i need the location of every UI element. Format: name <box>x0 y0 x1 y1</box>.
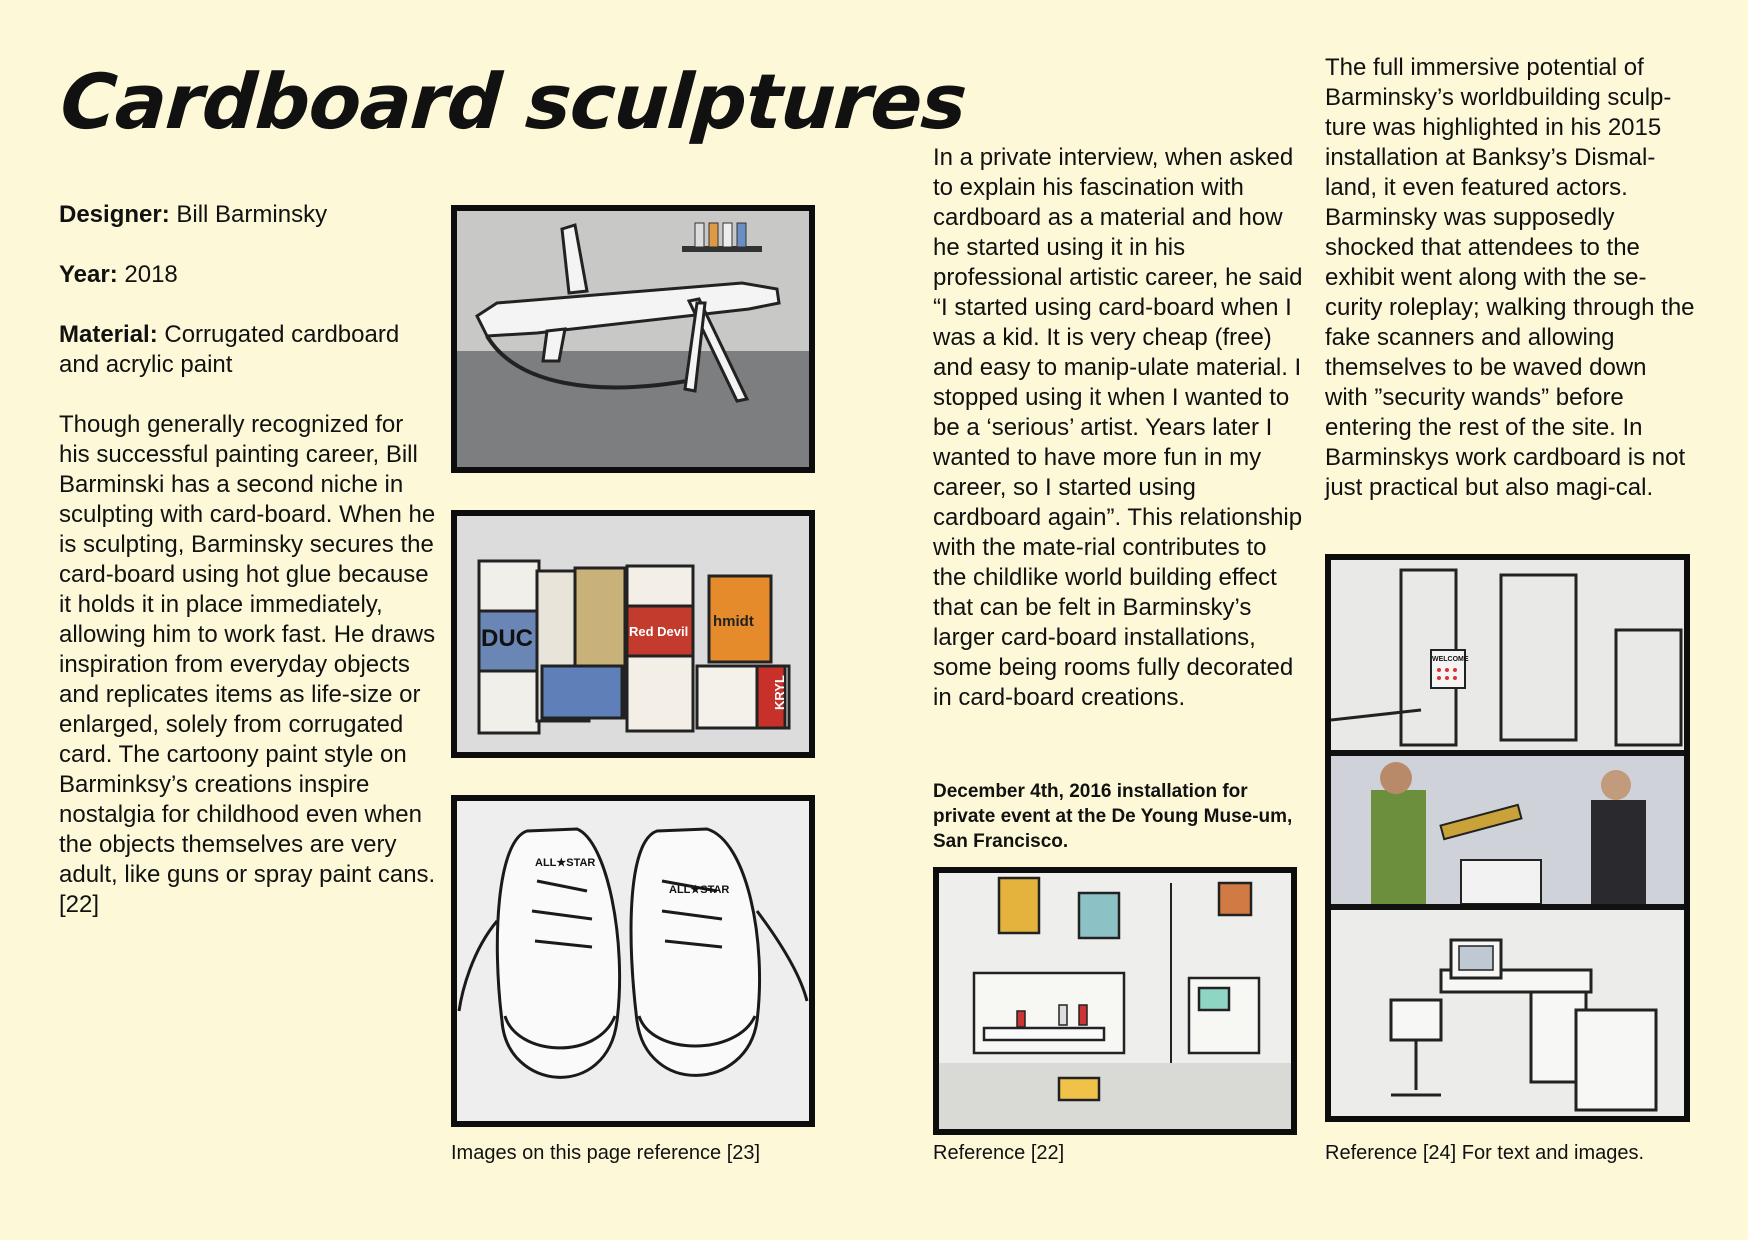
image-cardboard-sneakers <box>451 795 815 1127</box>
designer-field <box>59 200 439 230</box>
dismaland-reference: Reference [24] For text and images. <box>1325 1142 1645 1164</box>
sneaker-label-right: ALL★STAR <box>669 884 730 896</box>
image-cardboard-living-room <box>933 867 1297 1135</box>
material-field <box>59 320 439 380</box>
image-spray-cans <box>451 510 815 758</box>
body-text-middle: In a private interview, when asked to explain his fascination with cardboard as a material and how he started using it in his professional artistic career, he said “I started using card-board when I was a kid. It is very cheap (free) and easy to manip-ulate material. I stopped using it when I wanted to be a ‘serious’ artist. Years later I wanted to have more fun in my career, so I started using cardboard again”. This relationship with the mate-rial contributes to the childlike world building effect that can be felt in Barminsky’s larger card-board installations, some being rooms fully decorated in card-board creations. <box>933 144 1303 711</box>
interview-column <box>933 143 1303 743</box>
image-dismaland-installation <box>1325 554 1690 1122</box>
installation-caption: December 4th, 2016 installation for private event at the De Young Muse-um, San Francisco. <box>933 781 1293 852</box>
page-title: Cardboard sculptures <box>57 57 969 146</box>
designer-label: Designer: <box>59 201 170 228</box>
year-label: Year: <box>59 261 118 288</box>
image-cardboard-gun <box>451 205 815 473</box>
spray-can-label-kryl: KRYL <box>772 675 787 710</box>
welcome-sign: WELCOME <box>1432 656 1469 663</box>
designer-value: Bill Barminsky <box>176 201 328 228</box>
images-reference: Images on this page reference [23] <box>451 1142 761 1164</box>
spray-can-label-schmidt: hmidt <box>713 613 754 630</box>
installation-reference: Reference [22] <box>933 1142 1065 1164</box>
year-value: 2018 <box>124 261 178 288</box>
sneaker-label-left: ALL★STAR <box>535 857 596 869</box>
dismaland-column <box>1325 53 1695 533</box>
year-field <box>59 260 439 290</box>
spray-can-label-duc: DUC <box>481 625 533 652</box>
details-column <box>59 200 439 950</box>
spray-can-label-red-devil: Red Devil <box>629 624 689 639</box>
material-value: Corrugated cardboard and acrylic paint <box>59 321 400 378</box>
body-text-right: The full immersive potential of Barminsky’s worldbuilding sculp-ture was highlighted in his 2015 installation at Banksy’s Dismal-land, it even featured actors. Barminsky was supposedly shocked that attendees to the exhibit went along with the se-curity roleplay; walking through the fake scanners and allowing themselves to be waved down with ”security wands” before entering the rest of the site. In Barminskys work cardboard is not just practical but also magi-cal. <box>1325 54 1695 501</box>
material-label: Material: <box>59 321 158 348</box>
body-text-left: Though generally recognized for his successful painting career, Bill Barminski has a second niche in sculpting with card-board. When he is sculpting, Barminsky secures the card-board using hot glue because it holds it in place immediately, allowing him to work fast. He draws inspiration from everyday objects and replicates items as life-size or enlarged, solely from corrugated card. The cartoony paint style on Barminksy’s creations inspire nostalgia for childhood even when the objects themselves are very adult, like guns or spray paint cans. [22] <box>59 411 436 918</box>
